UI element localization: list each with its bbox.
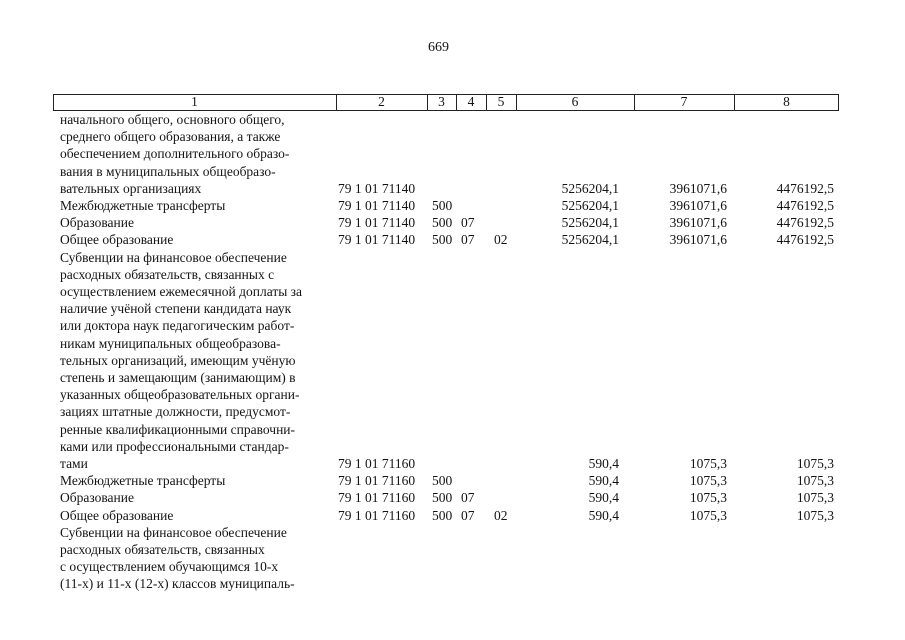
table-cell-code: 79 1 01 71160 <box>338 473 416 489</box>
table-cell-v8: 4476192,5 <box>776 232 834 248</box>
description-line: расходных обязательств, связанных <box>60 542 265 557</box>
description-line: зациях штатные должности, предусмот- <box>60 404 291 420</box>
table-cell-v7: 1075,3 <box>689 490 727 506</box>
table-cell-code: 79 1 01 71140 <box>338 198 416 213</box>
table-cell-v8: 4476192,5 <box>776 198 834 213</box>
table-cell-code: 79 1 01 71160 <box>338 490 416 506</box>
description-line: с осуществлением обучающимся 10-х <box>60 559 279 575</box>
table-cell-v7: 3961071,6 <box>669 180 727 196</box>
header-cell-7: 7 <box>680 94 688 109</box>
table-cell-v6: 5256204,1 <box>561 198 619 213</box>
table-cell-code: 79 1 01 71140 <box>338 232 416 248</box>
table-cell-v7: 1075,3 <box>689 456 727 471</box>
table-cell-vr: 500 <box>432 215 453 231</box>
header-cell-1: 1 <box>191 94 198 109</box>
table-cell-v7: 3961071,6 <box>669 232 727 248</box>
table-cell-v6: 590,4 <box>588 473 619 489</box>
table-cell-vr: 500 <box>432 490 453 506</box>
description-line: Субвенции на финансовое обеспечение <box>60 524 287 540</box>
description-line: наличие учёной степени кандидата наук <box>60 301 292 317</box>
description-line: никам муниципальных общеобразова- <box>60 335 281 351</box>
table-cell-v6: 590,4 <box>588 507 619 523</box>
table-cell-rz: 07 <box>461 215 475 231</box>
table-cell-v8: 4476192,5 <box>776 215 834 231</box>
description-line: вания в муниципальных общеобразо- <box>60 163 276 179</box>
header-cell-2: 2 <box>378 94 385 109</box>
table-cell-v7: 3961071,6 <box>669 215 727 231</box>
header-cell-6: 6 <box>571 94 579 109</box>
table-cell-v7: 1075,3 <box>689 507 727 523</box>
header-cell-3: 3 <box>438 94 445 109</box>
table-cell-code: 79 1 01 71160 <box>338 507 416 523</box>
description-line: (11-х) и 11-х (12-х) классов муниципаль- <box>60 576 295 592</box>
table-cell-v8: 1075,3 <box>796 456 834 471</box>
table-cell-vr: 500 <box>432 473 453 489</box>
description-line: ренные квалификационными справочни- <box>60 421 296 437</box>
table-cell-vr: 500 <box>432 507 453 523</box>
table-cell-code: 79 1 01 71160 <box>338 456 416 471</box>
description-line: указанных общеобразовательных органи- <box>60 387 300 403</box>
table-cell-code: 79 1 01 71140 <box>338 180 416 196</box>
header-separator <box>427 94 428 111</box>
description-line: ками или профессиональными стандар- <box>60 438 289 454</box>
header-cell-5: 5 <box>497 94 505 109</box>
description-line: Образование <box>60 215 134 231</box>
table-cell-v7: 3961071,6 <box>669 198 727 213</box>
description-line: Общее образование <box>60 232 174 248</box>
table-cell-v6: 590,4 <box>588 456 619 471</box>
header-cell-8: 8 <box>783 94 790 109</box>
description-line: тельных организаций, имеющим учёную <box>60 352 296 368</box>
header-cell-4: 4 <box>467 94 475 109</box>
description-line: среднего общего образования, а также <box>60 129 281 145</box>
description-line: начального общего, основного общего, <box>60 112 285 127</box>
table-cell-vr: 500 <box>432 232 453 248</box>
description-line: Субвенции на финансовое обеспечение <box>60 249 287 265</box>
description-line: Межбюджетные трансферты <box>60 473 226 489</box>
description-line: Образование <box>60 490 134 506</box>
table-cell-v7: 1075,3 <box>689 473 727 489</box>
header-separator <box>336 94 337 111</box>
description-line: расходных обязательств, связанных с <box>60 266 275 282</box>
table-cell-rz: 07 <box>461 507 475 523</box>
table-cell-v8: 1075,3 <box>796 473 834 489</box>
header-separator <box>516 94 517 111</box>
header-separator <box>486 94 487 111</box>
table-cell-rz: 07 <box>461 490 475 506</box>
table-cell-code: 79 1 01 71140 <box>338 215 416 231</box>
description-line: тами <box>60 456 88 471</box>
table-cell-pr: 02 <box>494 507 508 523</box>
table-cell-vr: 500 <box>432 198 453 213</box>
table-cell-v6: 5256204,1 <box>561 215 619 231</box>
header-separator <box>456 94 457 111</box>
page-number: 669 <box>428 40 449 55</box>
table-cell-v6: 5256204,1 <box>561 180 619 196</box>
description-line: обеспечением дополнительного образо- <box>60 146 290 162</box>
description-line: степень и замещающим (занимающим) в <box>60 370 296 385</box>
table-cell-rz: 07 <box>461 232 475 248</box>
description-line: или доктора наук педагогическим работ- <box>60 318 295 334</box>
description-line: вательных организациях <box>60 180 202 196</box>
description-line: Общее образование <box>60 507 174 523</box>
table-cell-pr: 02 <box>494 232 508 248</box>
header-separator <box>734 94 735 111</box>
header-separator <box>634 94 635 111</box>
table-cell-v8: 1075,3 <box>796 490 834 506</box>
table-cell-v6: 590,4 <box>588 490 619 506</box>
table-cell-v8: 1075,3 <box>796 507 834 523</box>
table-cell-v8: 4476192,5 <box>776 180 834 196</box>
table-cell-v6: 5256204,1 <box>561 232 619 248</box>
description-line: осуществлением ежемесячной доплаты за <box>60 284 303 299</box>
description-line: Межбюджетные трансферты <box>60 198 226 213</box>
